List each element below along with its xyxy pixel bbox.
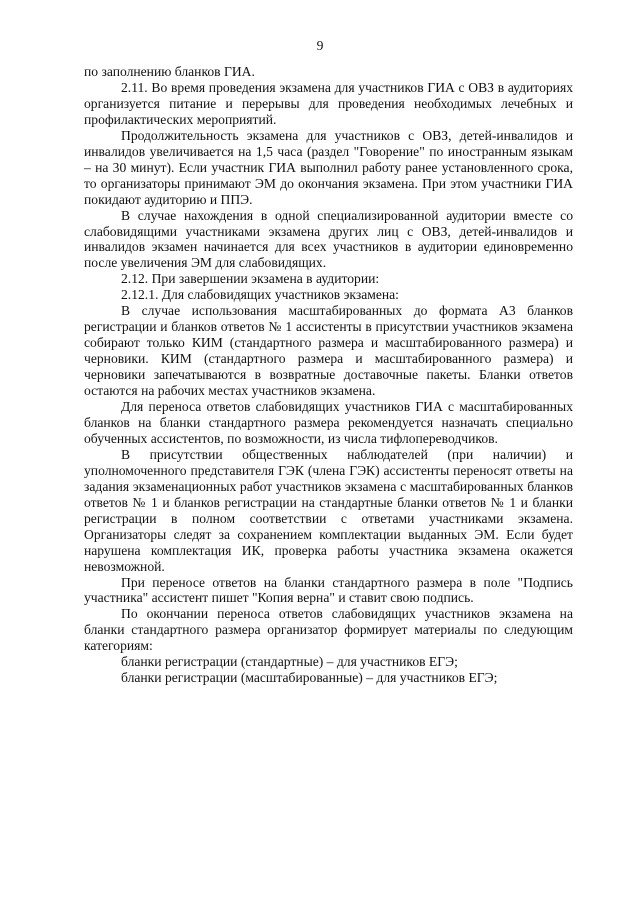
paragraph: В случае нахождения в одной специализированной аудитории вместе со слабовидящими участниками экзамена других лиц с ОВЗ, детей-инвалидов и инвалидов экзамен начинается для всех участников в аудитории единовременно после увеличения ЭМ для слабовидящих. [84, 207, 573, 271]
paragraph: 2.11. Во время проведения экзамена для участников ГИА с ОВЗ в аудиториях организуется питание и перерывы для проведения необходимых лечебных и профилактических мероприятий. [84, 79, 573, 127]
paragraph: В случае использования масштабированных до формата А3 бланков регистрации и бланков ответов № 1 ассистенты в присутствии участников экзамена собирают только КИМ (стандартного размера и масштабированного размера) и черновики. КИМ (стандартного размера и масштабированного размера) и черновики запечатываются в возвратные доставочные пакеты. Бланки ответов остаются на рабочих местах участников экзамена. [84, 303, 573, 399]
list-item: бланки регистрации (стандартные) – для участников ЕГЭ; [121, 654, 458, 670]
paragraph: по заполнению бланков ГИА. [84, 64, 255, 79]
paragraph: По окончании переноса ответов слабовидящих участников экзамена на бланки стандартного размера организатор формирует материалы по следующим категориям: [84, 606, 573, 654]
paragraph: 2.12.1. Для слабовидящих участников экзамена: [121, 287, 399, 303]
list-item: бланки регистрации (масштабированные) – для участников ЕГЭ; [121, 670, 498, 686]
paragraph: Продолжительность экзамена для участников с ОВЗ, детей-инвалидов и инвалидов увеличивается на 1,5 часа (раздел "Говорение" по иностранным языкам – на 30 минут). Если участник ГИА выполнил работу ранее установленного срока, то организаторы принимают ЭМ до окончания экзамена. При этом участники ГИА покидают аудиторию и ППЭ. [84, 127, 573, 207]
paragraph: В присутствии общественных наблюдателей (при наличии) и уполномоченного представителя ГЭК (члена ГЭК) ассистенты переносят ответы на задания экзаменационных работ участников экзамена с масштабированных бланков ответов № 1 и бланков регистрации на стандартные бланки ответов № 1 и бланки регистрации в полном соответствии с ответами участниками экзамена. Организаторы следят за сохранением комплектации выданных ЭМ. Если будет нарушена комплектация ИК, проверка работы участника экзамена окажется невозможной. [84, 446, 573, 574]
document-body [84, 64, 573, 686]
paragraph: При переносе ответов на бланки стандартного размера в поле "Подпись участника" ассистент пишет "Копия верна" и ставит свою подпись. [84, 574, 573, 606]
paragraph: Для переноса ответов слабовидящих участников ГИА с масштабированных бланков на бланки стандартного размера рекомендуется назначать специально обученных ассистентов, по возможности, из числа тифлопереводчиков. [84, 399, 573, 446]
page-number: 9 [316, 38, 324, 53]
paragraph: 2.12. При завершении экзамена в аудитории: [121, 271, 380, 287]
